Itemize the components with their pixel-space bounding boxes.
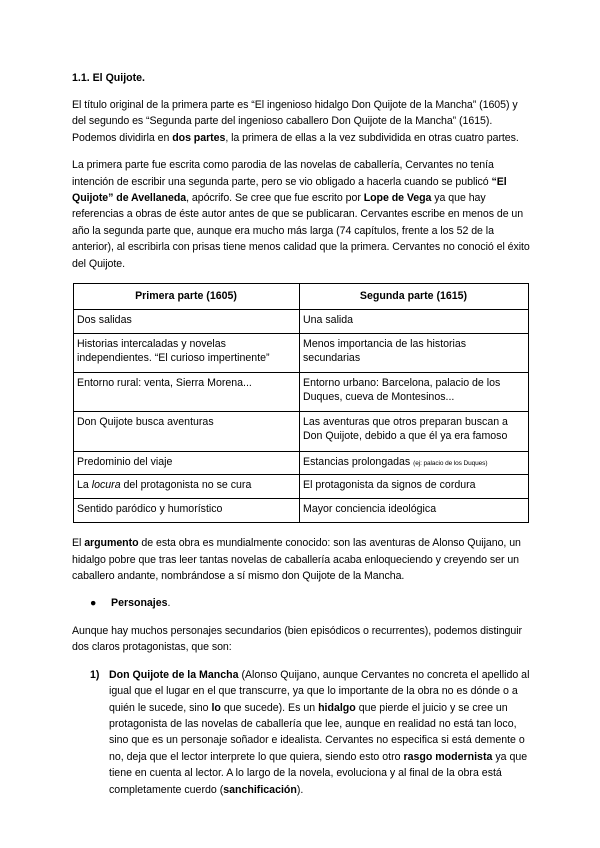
text-run: La primera parte fue escrita como parodia de las novelas de caballería, Cervantes no tenía intención de escribir una segunda parte, pero se vio obligado a hacerla cuando se publicó bbox=[72, 159, 494, 188]
argumento-paragraph bbox=[72, 535, 532, 584]
text-run: , la primera de ellas a la vez subdividida en otras cuatro partes. bbox=[225, 131, 519, 144]
bullet-icon: ● bbox=[90, 597, 97, 610]
text-run: El título original de la primera parte es “El ingenioso hidalgo Don Quijote de la Mancha” (1605) y del segundo es “Segunda parte del ingenioso caballero Don Quijote de la Mancha” (1615). Podemos dividirla en bbox=[72, 99, 518, 144]
text-run: de esta obra es mundialmente conocido: son las aventuras de Alonso Quijano, un hidalgo pobre que tras leer tantas novelas de caballería acaba enloqueciendo y creyendo ser un caballero andante, nombrándose a sí mismo don Quijote de la Mancha. bbox=[72, 537, 521, 583]
numbered-list-item bbox=[72, 667, 532, 798]
table-row bbox=[74, 411, 529, 451]
table-cell: Mayor conciencia ideológica bbox=[300, 499, 529, 523]
bold-text: dos partes bbox=[172, 131, 226, 144]
table-row bbox=[74, 499, 529, 523]
bold-text: Personajes bbox=[111, 597, 168, 610]
bold-text: lo bbox=[211, 701, 221, 714]
table-header-row bbox=[74, 284, 529, 310]
text-run: ya que hay referencias a obras de éste autor antes de que se publicaran. Cervantes escribe en menos de un año la segunda parte que, aunque era mucho más larga (74 capítulos, frente a los 52 de la anterior), al escribirla con prisas tiene menos calidad que la primera. Cervantes no conoció el éxito del Quijote. bbox=[72, 192, 530, 270]
cell-text: del protagonista no se cura bbox=[120, 479, 252, 492]
list-number: 1) bbox=[90, 668, 100, 681]
cell-text: Estancias prolongadas bbox=[303, 455, 411, 468]
section-heading: 1.1. El Quijote. bbox=[72, 72, 145, 84]
text-run: (Alonso Quijano, aunque Cervantes no concreta el apellido al igual que el lugar en el que transcurre, ya que lo importante de la obra no es dónde o a quién le sucede, sino bbox=[109, 668, 530, 714]
column-header: Segunda parte (1615) bbox=[300, 284, 529, 310]
table-cell: Predominio del viaje bbox=[74, 451, 300, 475]
text-run: que sucede). Es un bbox=[220, 701, 319, 714]
bold-text: sanchificación bbox=[223, 783, 297, 796]
table-cell: Historias intercaladas y novelas independientes. “El curioso impertinente” bbox=[74, 333, 300, 372]
bold-text: argumento bbox=[84, 537, 139, 550]
table-cell: Don Quijote busca aventuras bbox=[74, 411, 300, 451]
italic-text: locura bbox=[91, 479, 121, 492]
history-paragraph bbox=[72, 157, 532, 272]
personajes-intro-paragraph: Aunque hay muchos personajes secundarios (bien episódicos o recurrentes), podemos distinguir dos claros protagonistas, que son: bbox=[72, 624, 523, 654]
table-cell: El protagonista da signos de cordura bbox=[300, 475, 529, 499]
text-run: ya que tiene en cuenta al lector. A lo largo de la novela, evoluciona y al final de la obra está completamente cuerdo ( bbox=[109, 750, 528, 796]
text-run: El bbox=[72, 537, 85, 550]
table-cell bbox=[300, 451, 529, 475]
cell-text: La bbox=[77, 479, 92, 492]
cell-note: (ej: palacio de los Duques) bbox=[413, 459, 488, 467]
bold-text: “El Quijote” de Avellaneda bbox=[72, 175, 507, 205]
table-cell: Las aventuras que otros preparan buscan a Don Quijote, debido a que él ya era famoso bbox=[300, 411, 529, 451]
table-cell: Entorno urbano: Barcelona, palacio de los Duques, cueva de Montesinos... bbox=[300, 372, 529, 411]
bullet-list-item bbox=[72, 595, 532, 611]
intro-paragraph bbox=[72, 97, 532, 146]
table-row bbox=[74, 475, 529, 499]
table-row bbox=[74, 333, 529, 372]
document-page bbox=[72, 70, 532, 808]
text-run: . bbox=[167, 597, 171, 610]
column-header: Primera parte (1605) bbox=[74, 284, 300, 310]
table-row bbox=[74, 372, 529, 411]
table-cell bbox=[74, 475, 300, 499]
bold-text: Lope de Vega bbox=[363, 192, 432, 205]
text-run: que pierde el juicio y se cree un protagonista de las novelas de caballería que lee, aunque en realidad no está tan loco, sino que es un personaje soñador e idealista. Cervantes no especifica si está demente o no, deja que el lector interprete lo que quiera, siendo esto otro bbox=[109, 701, 525, 763]
table-cell: Sentido paródico y humorístico bbox=[74, 499, 300, 523]
table-cell: Una salida bbox=[300, 309, 529, 333]
table-cell: Entorno rural: venta, Sierra Morena... bbox=[74, 372, 300, 411]
bold-text: rasgo modernista bbox=[403, 750, 493, 763]
text-run: ). bbox=[296, 783, 304, 796]
table-row bbox=[74, 309, 529, 333]
bold-text: hidalgo bbox=[318, 701, 356, 714]
comparison-table bbox=[73, 283, 529, 523]
text-run: , apócrifo. Se cree que fue escrito por bbox=[186, 192, 364, 205]
table-cell: Menos importancia de las historias secundarias bbox=[300, 333, 529, 372]
table-row bbox=[74, 451, 529, 475]
table-cell: Dos salidas bbox=[74, 309, 300, 333]
bold-text: Don Quijote de la Mancha bbox=[109, 668, 239, 681]
